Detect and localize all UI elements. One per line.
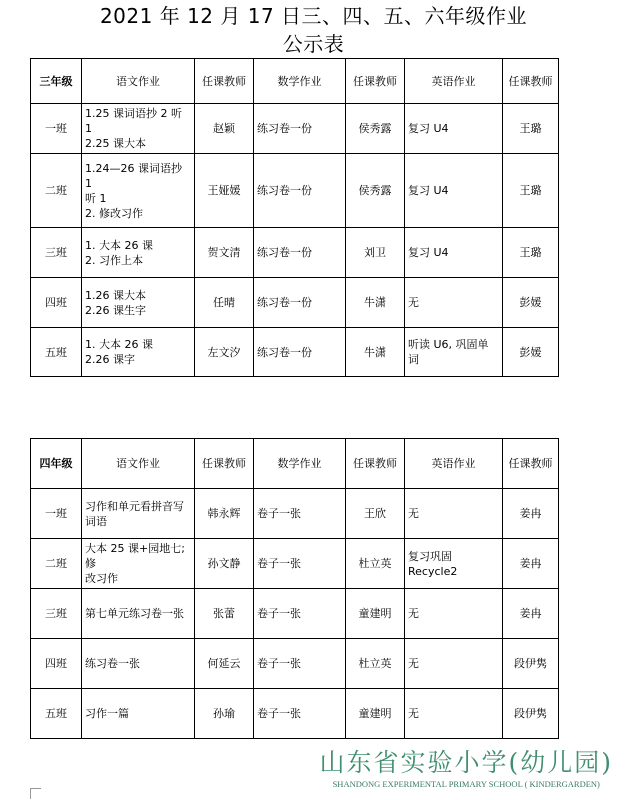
chinese-homework [82,228,195,278]
english-homework: 无 [405,589,503,639]
grade-3-homework-table [30,58,559,377]
table-row [31,589,559,639]
table-row [31,689,559,739]
chinese-teacher: 何延云 [195,639,254,689]
english-homework: 无 [405,639,503,689]
class-name: 五班 [31,328,82,377]
chinese-teacher: 左文汐 [195,328,254,377]
class-name: 五班 [31,689,82,739]
homework-line: 1.24—26 课词语抄 1 [85,161,182,190]
math-teacher: 童建明 [346,589,405,639]
chinese-homework [82,278,195,328]
math-teacher: 刘卫 [346,228,405,278]
class-name: 三班 [31,228,82,278]
english-homework: 复习巩固 Recycle2 [405,539,503,589]
table-row [31,154,559,228]
table-row [31,228,559,278]
english-teacher: 王璐 [503,154,559,228]
chinese-teacher: 孙文静 [195,539,254,589]
homework-line: 听 1 [85,191,107,205]
table-row [31,104,559,154]
homework-line: 2.25 课大本 [85,137,146,150]
table-row [31,539,559,589]
header-english: 英语作业 [405,439,503,489]
english-teacher: 姜冉 [503,589,559,639]
homework-line: 改习作 [85,572,118,585]
math-teacher: 童建明 [346,689,405,739]
english-homework: 复习 U4 [405,154,503,228]
class-name: 三班 [31,589,82,639]
chinese-teacher: 孙瑜 [195,689,254,739]
class-name: 四班 [31,278,82,328]
table-row [31,489,559,539]
homework-line: 大本 25 课+园地七;修 [85,542,185,570]
chinese-homework [82,639,195,689]
header-teacher: 任课教师 [195,59,254,104]
page-title [0,2,627,58]
chinese-homework [82,328,195,377]
math-teacher: 牛潇 [346,328,405,377]
homework-line: 2.26 课字 [85,353,135,366]
math-homework: 卷子一张 [254,689,346,739]
chinese-homework [82,104,195,154]
grade-4-homework-table [30,438,559,739]
grade-label: 三年级 [31,59,82,104]
english-homework: 无 [405,278,503,328]
homework-line: 1.26 课大本 [85,288,146,302]
header-teacher: 任课教师 [195,439,254,489]
english-homework: 复习 U4 [405,104,503,154]
math-homework: 练习卷一份 [254,228,346,278]
header-chinese: 语文作业 [82,439,195,489]
chinese-homework [82,489,195,539]
class-name: 二班 [31,539,82,589]
table-row [31,328,559,377]
chinese-teacher: 贺文清 [195,228,254,278]
english-teacher: 王璐 [503,104,559,154]
chinese-homework [82,589,195,639]
english-teacher: 姜冉 [503,539,559,589]
header-math: 数学作业 [254,439,346,489]
math-homework: 练习卷一份 [254,328,346,377]
header-math: 数学作业 [254,59,346,104]
english-teacher: 姜冉 [503,489,559,539]
school-watermark [319,748,613,790]
homework-line: 习作和单元看拼音写 [85,499,184,513]
class-name: 四班 [31,639,82,689]
homework-line: 习作一篇 [85,707,129,720]
math-homework: 卷子一张 [254,489,346,539]
school-name-en: SHANDONG EXPERIMENTAL PRIMARY SCHOOL ( KINDERGARDEN) [332,779,600,789]
homework-line: 1.25 课词语抄 2 听 1 [85,107,182,135]
header-teacher: 任课教师 [503,439,559,489]
page-corner-mark [30,788,41,799]
math-homework: 卷子一张 [254,639,346,689]
table-row [31,278,559,328]
homework-line: 2. 修改习作 [85,206,143,220]
math-teacher: 侯秀露 [346,104,405,154]
table-header-row [31,439,559,489]
chinese-homework [82,689,195,739]
homework-line: 练习卷一张 [85,657,140,670]
english-homework: 听读 U6, 巩固单词 [405,328,503,377]
chinese-homework [82,539,195,589]
table-row [31,639,559,689]
homework-line: 2.26 课生字 [85,303,146,317]
chinese-teacher: 赵颖 [195,104,254,154]
math-teacher: 杜立英 [346,639,405,689]
title-line-2: 公示表 [282,32,345,56]
math-teacher: 侯秀露 [346,154,405,228]
english-teacher: 王璐 [503,228,559,278]
header-teacher: 任课教师 [503,59,559,104]
title-line-1: 2021 年 12 月 17 日三、四、五、六年级作业 [99,4,528,28]
math-homework: 练习卷一份 [254,278,346,328]
chinese-teacher: 王娅媛 [195,154,254,228]
header-english: 英语作业 [405,59,503,104]
chinese-teacher: 张蕾 [195,589,254,639]
class-name: 二班 [31,154,82,228]
homework-line: 2. 习作上本 [85,253,143,267]
english-homework: 无 [405,689,503,739]
math-teacher: 王欣 [346,489,405,539]
header-chinese: 语文作业 [82,59,195,104]
header-teacher: 任课教师 [346,439,405,489]
table-header-row [31,59,559,104]
chinese-homework [82,154,195,228]
math-homework: 卷子一张 [254,589,346,639]
english-homework: 复习 U4 [405,228,503,278]
math-teacher: 杜立英 [346,539,405,589]
homework-line: 1. 大本 26 课 [85,238,153,252]
math-homework: 卷子一张 [254,539,346,589]
english-homework: 无 [405,489,503,539]
math-homework: 练习卷一份 [254,154,346,228]
school-name-cn: 山东省实验小学(幼儿园) [319,748,613,777]
homework-line: 第七单元练习卷一张 [85,607,184,620]
header-teacher: 任课教师 [346,59,405,104]
homework-line: 词语 [85,514,107,528]
english-teacher: 彭媛 [503,328,559,377]
chinese-teacher: 韩永辉 [195,489,254,539]
grade-label: 四年级 [31,439,82,489]
math-homework: 练习卷一份 [254,104,346,154]
chinese-teacher: 任晴 [195,278,254,328]
english-teacher: 段伊隽 [503,689,559,739]
math-teacher: 牛潇 [346,278,405,328]
english-teacher: 段伊隽 [503,639,559,689]
english-teacher: 彭媛 [503,278,559,328]
homework-line: 1. 大本 26 课 [85,338,153,351]
class-name: 一班 [31,104,82,154]
class-name: 一班 [31,489,82,539]
